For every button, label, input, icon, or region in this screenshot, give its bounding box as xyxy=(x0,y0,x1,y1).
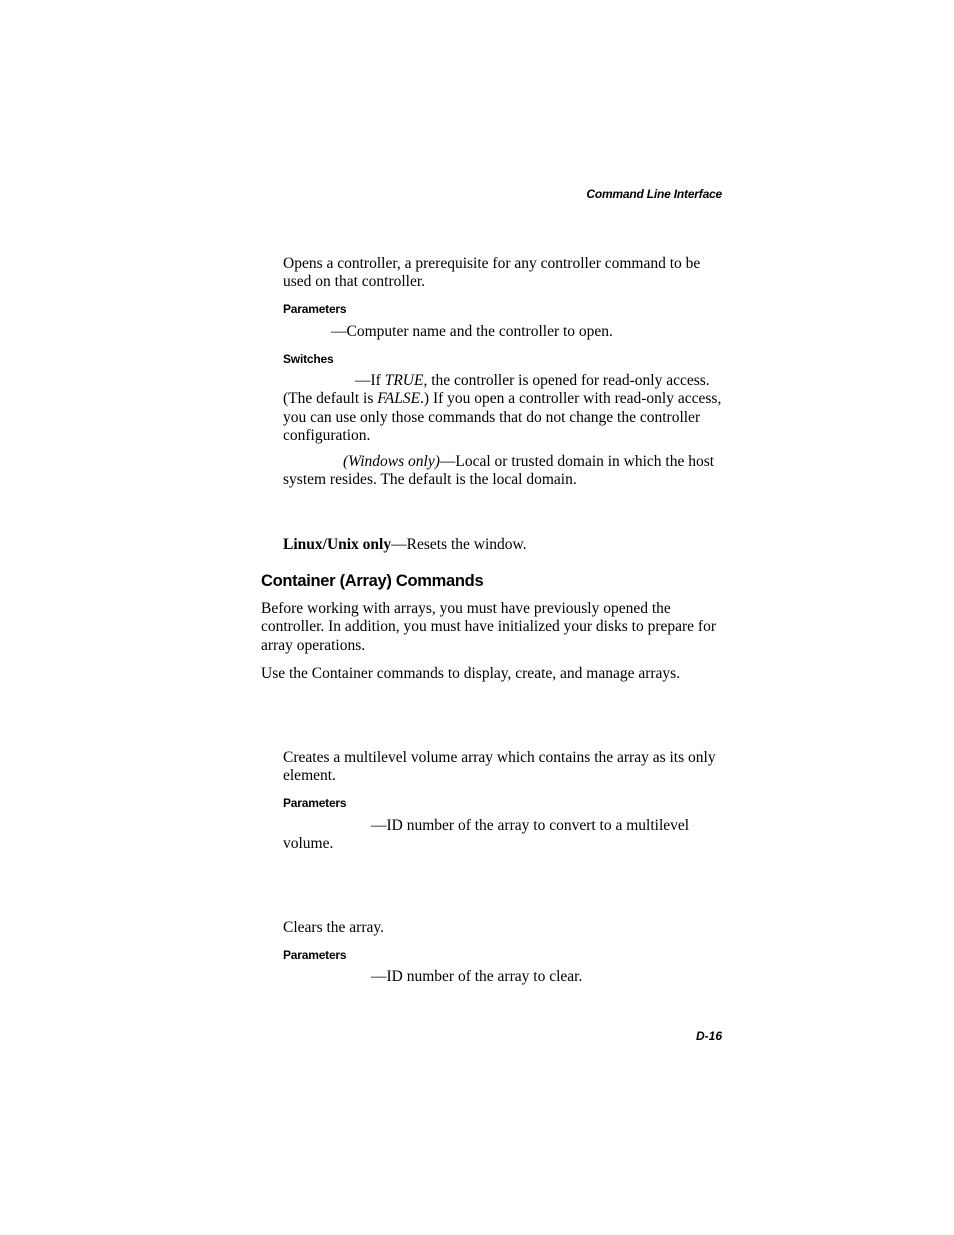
create-volume-description: Creates a multilevel volume array which contains the array as its only element. xyxy=(283,749,716,785)
section-heading: Container (Array) Commands xyxy=(261,572,484,590)
create-volume-parameters-label: Parameters xyxy=(283,796,347,810)
open-parameter: —Computer name and the controller to open. xyxy=(331,323,613,340)
reset-window-text: Linux/Unix only—Resets the window. xyxy=(283,536,527,553)
clear-parameter: —ID number of the array to clear. xyxy=(371,968,583,985)
open-parameters-label: Parameters xyxy=(283,302,347,316)
page-number: D-16 xyxy=(695,1029,722,1043)
create-volume-parameter: —ID number of the array to convert to a multilevel volume. xyxy=(283,817,690,853)
clear-description: Clears the array. xyxy=(283,919,384,936)
container-intro-para2: Use the Container commands to display, create, and manage arrays. xyxy=(261,665,681,682)
running-header: Command Line Interface xyxy=(586,187,722,201)
open-description: Opens a controller, a prerequisite for any controller command to be used on that controller. xyxy=(283,255,701,291)
open-switches-label: Switches xyxy=(283,352,334,366)
domain-switch: (Windows only)—Local or trusted domain in which the host system resides. The default is the local domain. xyxy=(283,453,715,489)
readonly-switch: —If TRUE, the controller is opened for read-only access. (The default is FALSE.) If you open a controller with read-only access, you can use only those commands that do not change the controller configuration. xyxy=(283,372,722,445)
clear-parameters-label: Parameters xyxy=(283,948,347,962)
container-intro-para1: Before working with arrays, you must have previously opened the controller. In addition, you must have initialized your disks to prepare for array operations. xyxy=(261,600,716,654)
